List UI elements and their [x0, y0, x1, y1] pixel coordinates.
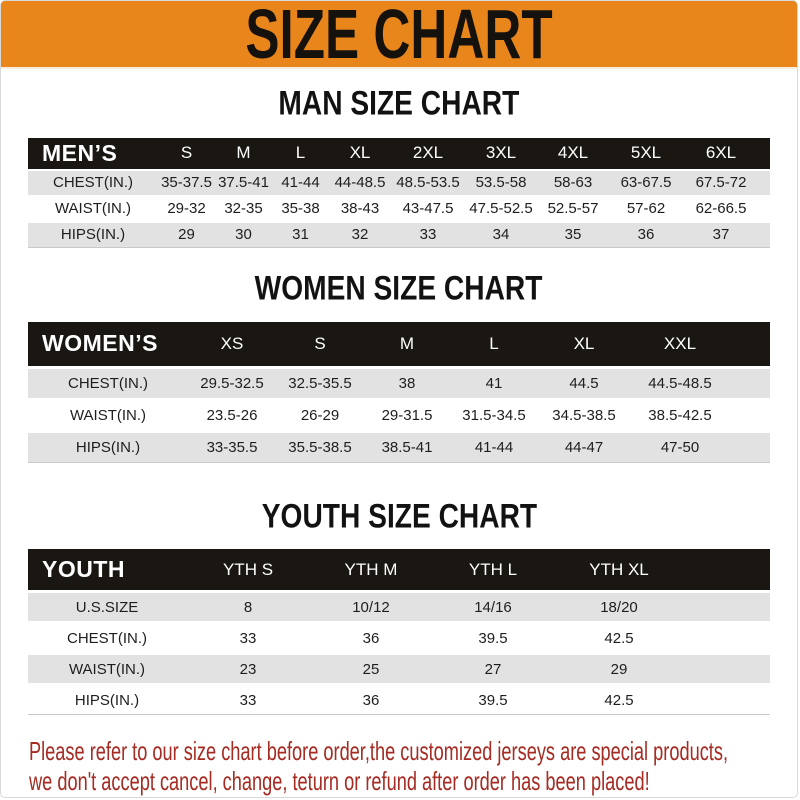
size-value: 29.5-32.5: [188, 369, 276, 398]
row-label: WAIST(IN.): [28, 401, 188, 430]
table-row: [28, 686, 770, 715]
size-value: 23.5-26: [188, 401, 276, 430]
size-value: 44-47: [538, 433, 630, 463]
size-value: 29-31.5: [364, 401, 450, 430]
column-header: 5XL: [609, 138, 683, 169]
row-label: U.S.SIZE: [28, 593, 186, 621]
column-header: XXL: [630, 322, 730, 366]
table-header-row: [28, 322, 770, 366]
size-value: 34.5-38.5: [538, 401, 630, 430]
size-value: 35-37.5: [158, 171, 215, 195]
column-header: XS: [188, 322, 276, 366]
size-value: 29-32: [158, 197, 215, 221]
table-row: [28, 369, 770, 398]
size-value: 39.5: [432, 686, 554, 715]
size-value: 41-44: [450, 433, 538, 463]
size-value: 62-66.5: [683, 197, 759, 221]
size-value: 31.5-34.5: [450, 401, 538, 430]
size-value: 38.5-42.5: [630, 401, 730, 430]
column-header: XL: [329, 138, 391, 169]
size-value: 34: [465, 223, 537, 248]
row-label: HIPS(IN.): [28, 433, 188, 463]
disclaimer-line-2: we don't accept cancel, change, teturn or refund after order has been placed!: [29, 766, 650, 797]
header-spacer-cell: [759, 138, 770, 169]
disclaimer-line-1: Please refer to our size chart before order,the customized jerseys are special products,: [29, 736, 729, 767]
row-spacer-cell: [684, 655, 770, 683]
size-value: 29: [158, 223, 215, 248]
row-label: WAIST(IN.): [28, 197, 158, 221]
size-value: 32-35: [215, 197, 272, 221]
column-header: S: [158, 138, 215, 169]
disclaimer: [29, 736, 797, 796]
size-value: 53.5-58: [465, 171, 537, 195]
size-value: 33-35.5: [188, 433, 276, 463]
size-value: 23: [186, 655, 310, 683]
size-value: 43-47.5: [391, 197, 465, 221]
page-title: SIZE CHART: [245, 0, 553, 73]
row-label: HIPS(IN.): [28, 223, 158, 248]
table-row: [28, 197, 770, 221]
size-value: 42.5: [554, 624, 684, 652]
row-label: WAIST(IN.): [28, 655, 186, 683]
size-value: 63-67.5: [609, 171, 683, 195]
youth-size-table: [28, 546, 770, 718]
size-value: 10/12: [310, 593, 432, 621]
row-label: HIPS(IN.): [28, 686, 186, 715]
table-row: [28, 223, 770, 248]
header-spacer-cell: [730, 322, 770, 366]
size-value: 57-62: [609, 197, 683, 221]
section-youth: [1, 498, 797, 719]
column-header: M: [215, 138, 272, 169]
men-size-table: [28, 136, 770, 250]
row-label: CHEST(IN.): [28, 369, 188, 398]
size-value: 14/16: [432, 593, 554, 621]
row-spacer-cell: [684, 593, 770, 621]
section-women: [1, 270, 797, 466]
column-header: 6XL: [683, 138, 759, 169]
header-spacer-cell: [684, 549, 770, 590]
row-spacer-cell: [730, 433, 770, 463]
size-value: 52.5-57: [537, 197, 609, 221]
row-spacer-cell: [759, 197, 770, 221]
table-row: [28, 433, 770, 463]
size-value: 33: [391, 223, 465, 248]
row-spacer-cell: [759, 223, 770, 248]
size-value: 29: [554, 655, 684, 683]
size-value: 48.5-53.5: [391, 171, 465, 195]
size-value: 25: [310, 655, 432, 683]
section-men: [1, 85, 797, 250]
row-spacer-cell: [684, 624, 770, 652]
size-value: 38: [364, 369, 450, 398]
table-row: [28, 624, 770, 652]
men-section-heading: [1, 85, 797, 122]
size-value: 26-29: [276, 401, 364, 430]
size-value: 35.5-38.5: [276, 433, 364, 463]
size-value: 47-50: [630, 433, 730, 463]
women-section-heading-text: WOMEN SIZE CHART: [255, 268, 543, 307]
column-header: YTH XL: [554, 549, 684, 590]
column-header: L: [272, 138, 329, 169]
title-banner: [1, 0, 797, 73]
table-group-label: YOUTH: [28, 549, 186, 590]
size-value: 44.5: [538, 369, 630, 398]
size-value: 67.5-72: [683, 171, 759, 195]
row-spacer-cell: [730, 369, 770, 398]
youth-section-heading: [1, 498, 797, 535]
women-section-heading: [1, 270, 797, 307]
men-section-heading-text: MAN SIZE CHART: [278, 83, 520, 123]
size-value: 35: [537, 223, 609, 248]
size-value: 44-48.5: [329, 171, 391, 195]
table-header-row: [28, 549, 770, 590]
size-value: 36: [310, 624, 432, 652]
size-value: 44.5-48.5: [630, 369, 730, 398]
table-group-label: WOMEN’S: [28, 322, 188, 366]
table-row: [28, 593, 770, 621]
size-value: 36: [609, 223, 683, 248]
column-header: 2XL: [391, 138, 465, 169]
column-header: YTH S: [186, 549, 310, 590]
size-value: 38-43: [329, 197, 391, 221]
column-header: YTH L: [432, 549, 554, 590]
size-value: 31: [272, 223, 329, 248]
size-value: 35-38: [272, 197, 329, 221]
table-header-row: [28, 138, 770, 169]
size-value: 8: [186, 593, 310, 621]
table-group-label: MEN’S: [28, 138, 158, 169]
column-header: 3XL: [465, 138, 537, 169]
youth-section-heading-text: YOUTH SIZE CHART: [261, 496, 537, 535]
column-header: 4XL: [537, 138, 609, 169]
row-label: CHEST(IN.): [28, 171, 158, 195]
women-size-table: [28, 319, 770, 466]
row-spacer-cell: [730, 401, 770, 430]
size-value: 39.5: [432, 624, 554, 652]
size-value: 41-44: [272, 171, 329, 195]
column-header: YTH M: [310, 549, 432, 590]
size-value: 38.5-41: [364, 433, 450, 463]
column-header: L: [450, 322, 538, 366]
size-value: 58-63: [537, 171, 609, 195]
size-value: 33: [186, 686, 310, 715]
table-row: [28, 171, 770, 195]
table-row: [28, 655, 770, 683]
size-value: 42.5: [554, 686, 684, 715]
table-row: [28, 401, 770, 430]
row-spacer-cell: [684, 686, 770, 715]
row-label: CHEST(IN.): [28, 624, 186, 652]
row-spacer-cell: [759, 171, 770, 195]
column-header: M: [364, 322, 450, 366]
size-value: 32.5-35.5: [276, 369, 364, 398]
size-value: 47.5-52.5: [465, 197, 537, 221]
column-header: S: [276, 322, 364, 366]
size-value: 30: [215, 223, 272, 248]
size-value: 27: [432, 655, 554, 683]
size-value: 37: [683, 223, 759, 248]
size-value: 37.5-41: [215, 171, 272, 195]
size-value: 32: [329, 223, 391, 248]
column-header: XL: [538, 322, 630, 366]
size-value: 41: [450, 369, 538, 398]
size-value: 36: [310, 686, 432, 715]
size-value: 18/20: [554, 593, 684, 621]
size-value: 33: [186, 624, 310, 652]
